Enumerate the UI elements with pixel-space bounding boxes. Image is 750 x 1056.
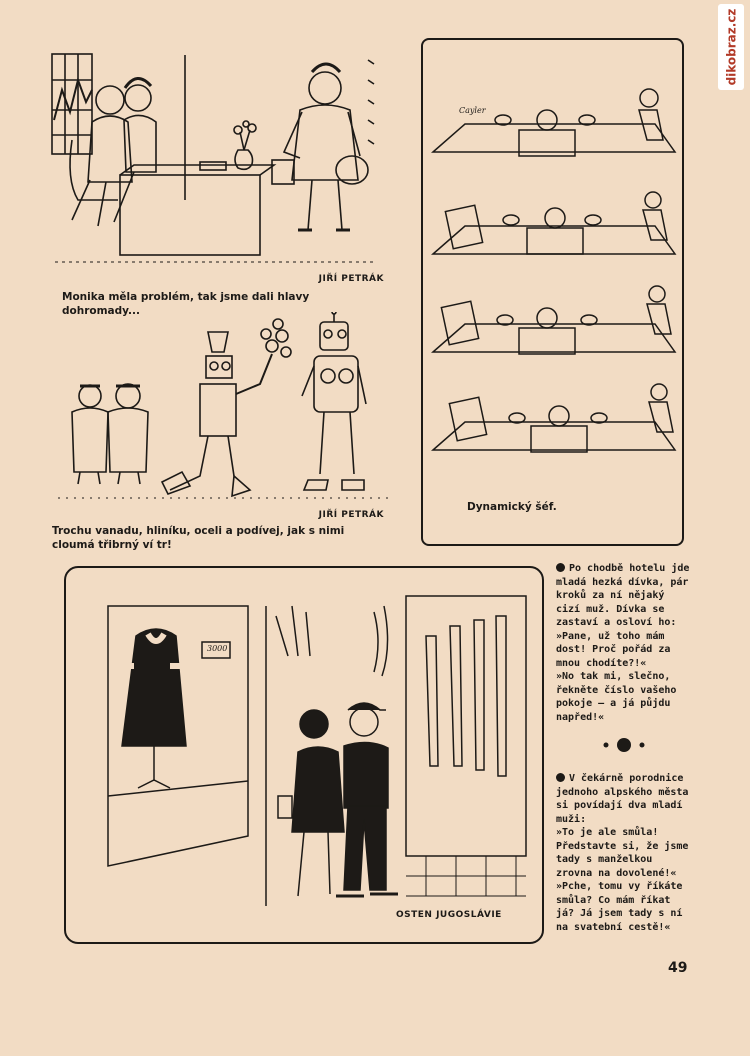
cartoon-dynamic-boss-signature: Cayler	[459, 106, 486, 115]
cartoon-fur-shop-artist: OSTEN JUGOSLÁVIE	[396, 910, 502, 920]
cartoon-dynamic-boss-drawing	[423, 80, 681, 500]
watermark-logo	[718, 4, 744, 90]
cartoon-dynamic-boss-frame	[421, 38, 684, 546]
cartoon-robots-artist: JIŘÍ PETRÁK	[318, 510, 384, 520]
bullet-icon	[556, 563, 565, 572]
cartoon-fur-shop-drawing	[66, 576, 540, 916]
bullet-icon	[556, 773, 565, 782]
page-number: 49	[668, 960, 688, 976]
cartoon-office-drawing	[50, 50, 380, 272]
cartoon-robots-drawing	[58, 312, 388, 508]
cartoon-office-caption: Monika měla problém, tak jsme dali hlavy dohromady...	[62, 291, 310, 317]
dots-ornament-icon	[600, 737, 648, 753]
cartoon-fur-shop-frame	[64, 566, 544, 944]
boss-scene-4	[433, 384, 675, 452]
watermark-text: dikobraz.cz	[724, 8, 739, 86]
cartoon-office-artist: JIŘÍ PETRÁK	[318, 274, 384, 284]
joke-hotel-text: Po chodbě hotelu jde mladá hezká dívka, pár kroků za ní nějaký cizí muž. Dívka se zastaví a osloví ho: »Pane, už toho mám dost! Proč pořád za mnou chodíte?!« »No tak mi, slečno, řekněte číslo vašeho pokoje — a já půjdu napřed!«	[556, 563, 690, 723]
joke-hotel	[556, 562, 694, 724]
cartoon-dynamic-boss-caption: Dynamický šéf.	[467, 501, 557, 513]
boss-scene-3	[433, 286, 675, 354]
joke-maternity-text: V čekárně porodnice jednoho alpského města si povídají dva mladí muži: »To je ale smůla! Představte si, že jsme tady s manželkou zrovna na dovolené!« »Pche, tomu vy říkáte smůla? Co mám říkat já? Já jsem tady s ní na svatební cestě!«	[556, 773, 689, 933]
cartoon-office	[50, 50, 380, 272]
cartoon-robots-caption: Trochu vanadu, hliníku, oceli a podívej, jak s nimi cloumá třibrný ví tr!	[52, 525, 345, 551]
separator-ornament	[600, 737, 648, 753]
boss-scene-2	[433, 192, 675, 254]
cartoon-robots	[58, 312, 388, 508]
joke-maternity	[556, 772, 694, 934]
price-tag: 3000	[207, 644, 228, 653]
boss-scene-1	[433, 89, 675, 156]
